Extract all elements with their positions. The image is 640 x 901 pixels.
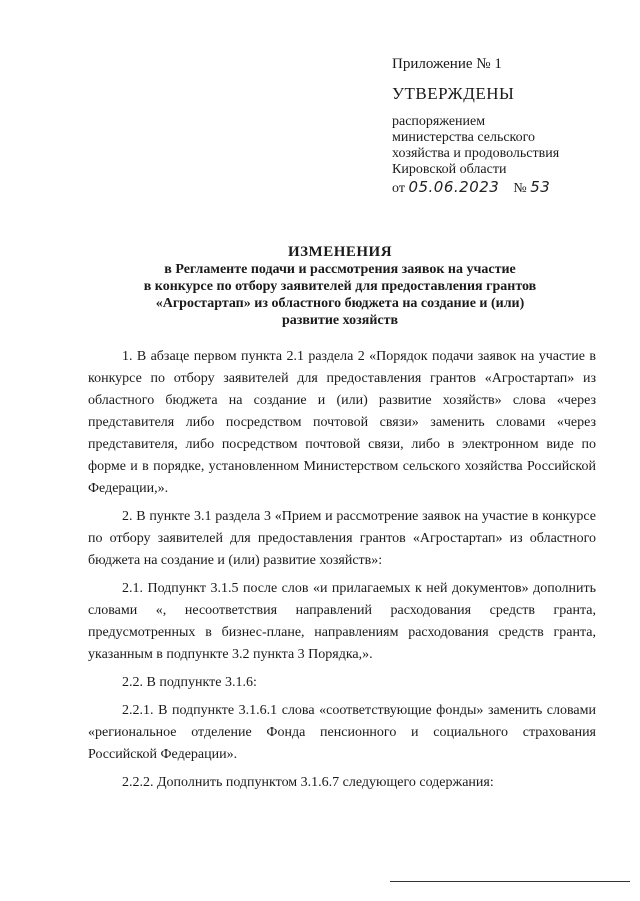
handwritten-date: 05.06.2023 [408, 178, 500, 196]
heading-line: в конкурсе по отбору заявителей для предоставления грантов [143, 279, 537, 294]
bottom-divider [390, 881, 630, 882]
date-number-line [392, 179, 612, 197]
paragraph: 2.1. Подпункт 3.1.5 после слов «и прилагаемых к ней документов» дополнить словами «, несоответствия направлений расходования средств гранта, предусмотренных в бизнес-плане, направлениям расходования средств гранта, указанным в подпункте 3.2 пункта 3 Порядка,». [88, 581, 596, 662]
date-prefix: от [392, 181, 405, 196]
paragraph: 2. В пункте 3.1 раздела 3 «Прием и рассмотрение заявок на участие в конкурсе по отбору заявителей для предоставления грантов «Агростартап» из областного бюджета на создание и (или) развитие хозяйств»: [88, 509, 596, 568]
document-body [88, 346, 596, 800]
approval-line: Кировской области [392, 162, 507, 177]
heading-title: ИЗМЕНЕНИЯ [287, 244, 393, 260]
document-heading [100, 243, 580, 329]
approved-label: УТВЕРЖДЕНЫ [392, 84, 515, 103]
annex-number: Приложение № 1 [392, 56, 502, 72]
heading-line: развитие хозяйств [281, 313, 399, 328]
paragraph: 2.2. В подпункте 3.1.6: [122, 675, 257, 690]
heading-line: в Регламенте подачи и рассмотрения заявок на участие [164, 262, 516, 277]
approval-block [392, 56, 612, 197]
paragraph: 1. В абзаце первом пункта 2.1 раздела 2 «Порядок подачи заявок на участие в конкурсе по отбору заявителей для предоставления грантов «Агростартап» из областного бюджета на создание и (или) развитие хозяйств» слова «через представителя либо посредством почтовой связи» заменить словами «через представителя, либо посредством почтовой связи, либо в электронном виде по форме и в порядке, установленном Министерством сельского хозяйства Российской Федерации,». [88, 349, 596, 496]
heading-line: «Агростартап» из областного бюджета на создание и (или) [155, 296, 525, 311]
paragraph: 2.2.2. Дополнить подпунктом 3.1.6.7 следующего содержания: [122, 775, 494, 790]
approval-line: хозяйства и продовольствия [392, 146, 560, 161]
paragraph: 2.2.1. В подпункте 3.1.6.1 слова «соответствующие фонды» заменить словами «региональное отделение Фонда пенсионного и социального страхования Российской Федерации». [88, 703, 596, 762]
approval-line: министерства сельского [392, 130, 536, 145]
handwritten-number: 53 [530, 178, 551, 196]
approval-line: распоряжением [392, 114, 486, 129]
number-prefix: № [513, 181, 527, 196]
